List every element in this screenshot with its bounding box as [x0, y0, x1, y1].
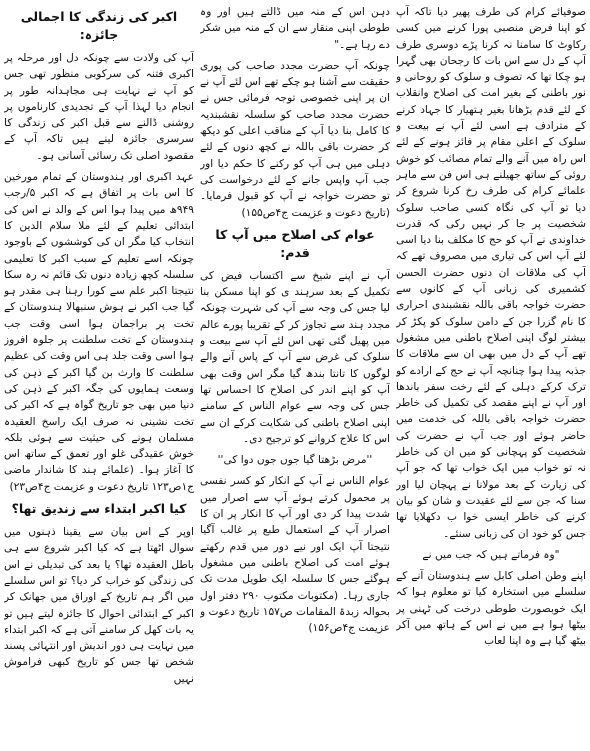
paragraph-spiritual-attention: چونکہ آپ حضرت مجدد صاحب کی پوری حقیقت سے آشنا ہو چکے تھے اس لئے آپ نے ان پر اپنی خصوصی توجہ فرمائی جس نے حضرت مجدد صاحب کو سلسلہ نقشبندیہ کا کامل بنا دیا آپ کے مناقب اعلی کو دیکھ کر حضرت باقی باللہ نے کچھ دنوں کے لئے دہلی میں ہی آپ کو رکنے کا حکم دیا اور جب آپ واپس جانے کے لئے درخواست کی تو حضرت خواجہ نے آپ کو قبول فرمایا۔ (تاریخ دعوت و عزیمت ج۴ص۱۵۵): [200, 59, 390, 219]
paragraph-dream-continued: دہن اس کے منہ میں ڈالتے ہیں اور وہ طوطی اپنی منقار سے ان کے منہ میں شکر دے رہا ہے۔": [200, 6, 390, 51]
paragraph-dream-account: اپنے وطن اصلی کابل سے ہندوستان آنے کے سلسلے میں استخارہ کیا تو معلوم ہوا کہ ایک خوبصورت طوطی درخت کی ٹہنی پر بیٹھا ہوا ہے میں نے اس کے ہاتھ میں آکر بیٹھ گیا ہے وہ اپنا لعاب: [396, 570, 586, 648]
paragraph-public-insistence: عوام الناس نے آپ کے انکار کو کسر نفسی پر محمول کرتے ہوئے آپ سے اصرار میں شدت پیدا کر دی اور آپ کا انکار پر ان کا اصرار آپ کے استعمال طبع پر غالب آگیا نتیجتا آپ ایک اور نیے دور میں قدم رکھتے ہوئے امت کی اصلاح باطنی میں مشغول ہوگئے جس کا سلسلہ ایک طویل مدت تک جاری رہا۔ (مکتوبات مکتوب ۲۹۰ دفتر اول بحوالہ زبدۃ المقامات ص۱۵۷ تاریخ دعوت و عزیمت ج۴ص۱۵۶): [200, 475, 390, 635]
heading-akbar-question: کیا اکبر ابتداء سے زندیق تھا؟: [11, 501, 187, 517]
quote-intro: "وہ فرماتے ہیں کہ جب میں نے: [422, 548, 560, 561]
quote-verse: ''مرض بڑھتا گیا جوں جوں دوا کی'': [217, 454, 373, 467]
heading-akbar-overview: اکبر کی زندگی کا اجمالی جائزہ:: [20, 9, 178, 42]
column-right: [396, 4, 586, 747]
document-page: [4, 4, 586, 747]
paragraph-akbar-intro: آپ کی ولادت سے چونکہ دل اور مرحلہ پر اکبری فتنہ کی سرکوبی منظور تھی جس کو آپ نے نہایت ہی مجاہدانہ طور پر انجام دیا لہذا آپ کے تجدیدی کارناموں پر روشنی ڈالنے سے قبل اکبر کی زندگی کا سرسری جائزہ لینے ہیں تاکہ آپ کے مقصود اصلی تک رسائی آسانی ہو۔: [4, 52, 194, 162]
column-middle: [200, 4, 390, 747]
paragraph-akbar-birth: عہد اکبری اور ہندوستان کے تمام مورخین کا اس بات پر اتفاق ہے کہ اکبر ۵/رجب ۹۴۹ھ میں پیدا ہوا اس کے والد نے اس کی ابتدائی تعلیم کے لئے ملا سلام الدین کا انتخاب کیا مگر ان کی کوششوں کے باوجود چونکہ اسے تعلیم کے سبب اکبر کا تعلیمی سلسلہ کچھ زیادہ دنوں تک قائم نہ رہ سکا نتیجتا اکبر علم سے کورا رہنا ہی مقدر ہو گیا جب اکبر نے ہوش سنبھالا ہندوستان کے تخت پر براجمان ہوا اسی وقت جب ہندوستان کے تخت سلطنت پر جلوہ افروز ہوا اسی وقت جلد ہی اس وقت کی عظیم سلطنت کا وارث بن گیا اکبر کے ذہن کی وسعت ہمایوں کی جگہ اکبر کے ذہن کی دنیا میں بھی جو تاریخ گواہ ہے کہ اکبر کی تخت نشینی نہ صرف ایک راسخ العقیدہ مسلمان ہونے کی حیثیت سے ہوئی بلکہ خوش عقیدگی غلو اور تعمق کے ساتھ اس کا آغاز ہوا۔ (علمائے ہند کا شاندار ماضی ج۱ص۱۲۳ تاریخ دعوت و عزیمت ج۴ص۲۳): [4, 171, 194, 493]
paragraph-akbar-early-life: اوپر کے اس بیان سے یقینا ذہنوں میں سوال اٹھتا ہے کہ کیا اکبر شروع سے ہی باطل العقیدہ تھا؟ یا بعد کی تبدیلی نے اس کی زندگی کو خراب کر دیا؟ تو اس سلسلے میں اگر ہم تاریخ کے اوراق میں جھانک کر اکبر کے ابتدائی احوال کا جائزہ لیتے ہیں تو یہ بات کھل کر سامنے آتی ہے کہ اکبر ابتداء میں نہایت ہی دور اندیش اور انتہائی پسند شخص تھا جس کو تاریخ کبھی فراموش نہیں: [4, 526, 194, 685]
paragraph-sufi-path: صوفیائے کرام کی طرف پھیر دیا تاکہ آپ کو اپنا فرض منصبی پورا کرنے میں کسی رکاوٹ کا سامنا نہ کرنا پڑے دوسری طرف آپ کے دل سے اس بات کا رجحان بھی گہرا ہو چکا تھا کہ تصوف و سلوک کو روحانی و نور باطنی کے بغیر امت کی اصلاح وانقلاب کے لئے قدم بڑھانا بغیر ہتھیار کا جہاد کرنے کے مترادف ہے اسی لئے آپ نے بیعت و سلوک کے اعلی مقام پر فائز ہونے کے لئے اس راہ میں آنے والے تمام مصائب کو خوش روئی کے ساتھ جھیلنے ہی اس فن سے ماہر علمائے کرام کی طرف رخ کرنا شروع کر دیا تو آپ کی نگاہ کسی صاحب سلوک شخصیت پر جا کر نہیں رکی کہ قدرت خداوندی نے آپ کو حج کا مکلف بنا دیا اسی لئے آپ اس کی تیاری میں مصروف تھے کہ آپ کی ملاقات ان دنوں حضرت الحسن کشمیری کی زبانی آپ کے کانوں سے حضرت خواجہ باقی باللہ نقشبندی احراری کا نام گزرا جن کے دامن سلوک کو پکڑ کر بیشتر لوگ اپنی اصلاح باطنی میں مشغول تھے آپ کے دل میں بھی ان سے ملاقات کا جذبہ پیدا ہوا چنانچہ آپ نے حج کے ارادے کو ترک کرکے دہلی کے لئے رخت سفر باندھا اور آپ نے اپنے مقصد کی تکمیل کی خاطر حضرت خواجہ باقی باللہ کی خدمت میں حاضر ہوئے اور جب آپ نے حضرت کی شخصیت کو پہچانی کو میں ان کی خاطر نہ تو خواب میں ایک خواب تھا کہ جو آپ کی زیارت کے بعد مولانا نے پہچان لیا اور سنا کہ جن سے لئے عقیدت و شان کو بیان کرنے کی خاطر ایسی خوا ب دکھلایا تھا جس کو خود ان کی زبانی سنئے۔: [396, 6, 586, 540]
heading-reform-of-masses: عوام کی اصلاح میں آپ کا قدم:: [215, 226, 375, 260]
column-left: [4, 4, 194, 747]
paragraph-reform-start: آپ نے اپنے شیخ سے اکتساب فیض کی تکمیل کے بعد سرہند ی کو اپنا مسکن بنا لیا جس کی وجہ سے آپ کی شہرت چونکہ مجدد ہند سے تجاوز کر کے تقریبا پورے عالم میں پھیل گئی تھی اس لئے آپ سے بیعت و سلوک کی غرض سے آپ کے پاس آنے والے لوگوں کا تانتا بندھ گیا مگر اس وقت بھی آپ کو اپنے اندر کی اصلاح کا احساس تھا جس کی وجہ سے عوام الناس کے سامنے اپنی اصلاح باطنی کی شکایت کرکے ان سے اس کا علاج کروانے کو ترجیح دی۔: [200, 269, 390, 445]
